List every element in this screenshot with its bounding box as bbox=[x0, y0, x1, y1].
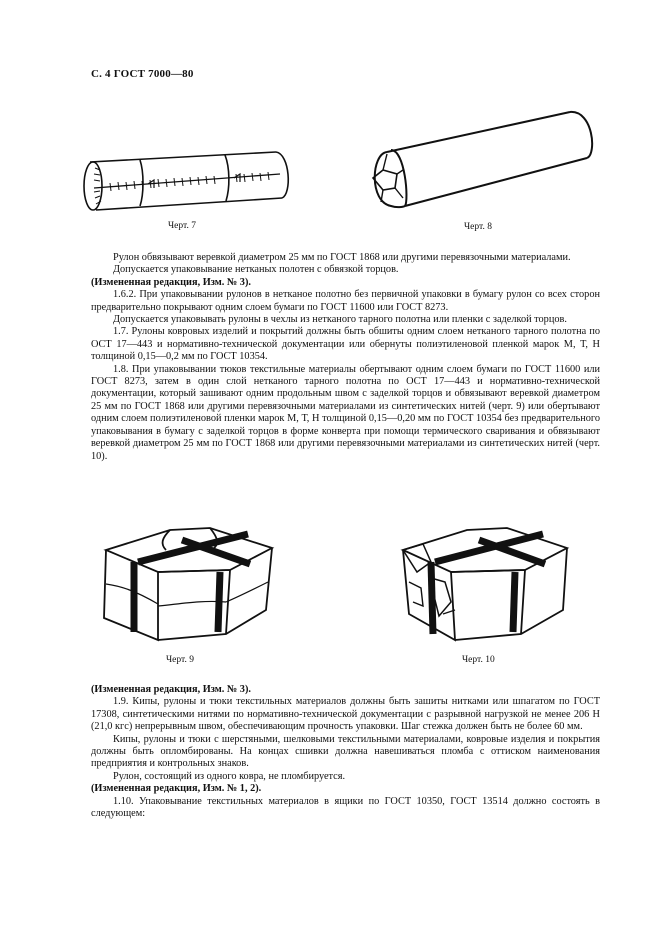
amendment-note: (Измененная редакция, Изм. № 3). bbox=[91, 684, 251, 695]
figure-9-bale-drawing bbox=[100, 520, 280, 645]
paragraph: Рулон обвязывают веревкой диаметром 25 мм по ГОСТ 1868 или другими перевязочными материалами. bbox=[113, 252, 571, 263]
figure-9-caption: Черт. 9 bbox=[166, 655, 194, 665]
figure-10-caption: Черт. 10 bbox=[462, 655, 495, 665]
amendment-note: (Измененная редакция, Изм. № 3). bbox=[91, 276, 251, 288]
paragraph: 1.8. При упаковывании тюков текстильные материалы обертывают одним слоем бумаги по ГОСТ 11600 или ГОСТ 8273, затем в один слой нетканого тарного полотна по ОСТ 17—443 и нормативно-технической документации, который зашивают одним продольным швом с заделкой торцов и обвязывают веревкой диаметром 25 мм по ГОСТ 1868 или другими перевязочными материалами из синтетических нитей (черт. 9) или обертывают одним слоем полиэтиленовой пленки марок М, Т, Н толщиной 0,15—0,20 мм по ГОСТ 10354 без предварительного упаковывания в бумагу с заделкой торцов в форме конверта при помощи термического сваривания и обвязывают веревкой диаметром 25 мм по ГОСТ 1868 или другими перевязочными материалами из синтетических нитей (черт. 10). bbox=[91, 363, 600, 462]
paragraph: 1.10. Упаковывание текстильных материалов в ящики по ГОСТ 10350, ГОСТ 13514 должно состоять в следующем: bbox=[91, 795, 600, 820]
paragraph: 1.6.2. При упаковывании рулонов в нетканое полотно без первичной упаковки в бумагу рулон со всех сторон предварительно покрывают одним слоем бумаги по ГОСТ 11600 или ГОСТ 8273. bbox=[91, 289, 600, 313]
figure-8-caption: Черт. 8 bbox=[464, 222, 492, 232]
amendment-note: (Измененная редакция, Изм. № 1, 2). bbox=[91, 783, 262, 795]
paragraph: Допускается упаковывание нетканых полотен с обвязкой торцов. bbox=[113, 264, 399, 276]
figure-10-bale-drawing bbox=[395, 522, 575, 644]
text-block-2 bbox=[91, 684, 600, 820]
paragraph: Кипы, рулоны и тюки с шерстяными, шелковыми текстильными материалами, ковровые изделия и покрытия должны быть опломбированы. На концах сшивки должна навешиваться пломба с оттиском наименования предприятия и контрольных знаков. bbox=[91, 733, 600, 770]
text-block-1 bbox=[91, 252, 600, 463]
paragraph: 1.9. Кипы, рулоны и тюки текстильных материалов должны быть зашиты нитками или шпагатом по ГОСТ 17308, синтетическими нитями по нормативно-технической документации с разрывной нагрузкой не менее 206 Н (21,0 кгс) непрерывным швом, обеспечивающим прочность упаковки. Шаг стежка должен быть не более 60 мм. bbox=[91, 696, 600, 733]
figure-8-roll-drawing bbox=[365, 108, 605, 213]
page-header: С. 4 ГОСТ 7000—80 bbox=[91, 68, 194, 80]
paragraph: 1.7. Рулоны ковровых изделий и покрытий должны быть обшиты одним слоем нетканого тарного полотна по ОСТ 17—443 и нормативно-технической документации или обернуты полиэтиленовой пленкой марок М, Т, Н толщиной 0,15—0,2 мм по ГОСТ 10354. bbox=[91, 326, 600, 363]
figure-7-caption: Черт. 7 bbox=[168, 221, 196, 231]
figure-7-roll-drawing bbox=[80, 148, 295, 218]
paragraph: Допускается упаковывать рулоны в чехлы из нетканого тарного полотна или пленки с заделкой торцов. bbox=[113, 314, 567, 326]
paragraph: Рулон, состоящий из одного ковра, не пломбируется. bbox=[113, 770, 346, 782]
